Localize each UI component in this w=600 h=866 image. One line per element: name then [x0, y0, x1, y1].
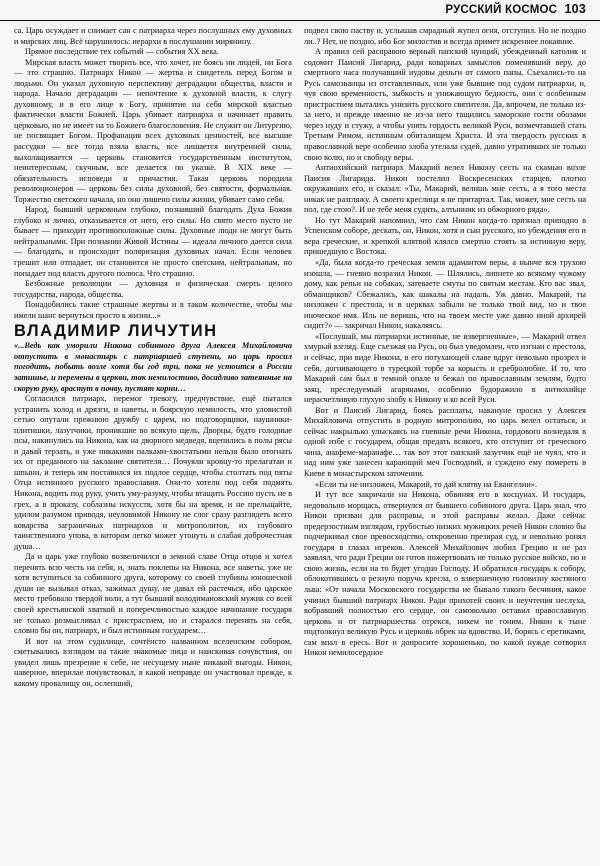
paragraph: Да и царь уже глубоко возвеличился в земной славе Отца отцов и хотел перенять всю честь на себя, и, знать поклепы на Никона, все наветы, уже не хотя вступиться за собинного друга, которому со своей глубины юношеской души не вызывал отказ, зажимал душу, не давал ей растечься, ибо царское место требовало твердой воли, а тут бывший володимановский мужик со всей своей крестьянской хваткой и поперечливостью каждое начинание государя не только розмысливал с пристрастием, но и старался перенять на себя, словно бы он, патриарх, и был истинным государем… — [14, 552, 292, 636]
paragraph: Согласился патриарх, перемог тревогу, предчувствие, ещё пытался устранить холод и дрязги, и наветы, и боярскую немилость, что уловистой сетью опутали прежнюю дружбу с царем, но подговорщики, наушники-плитишки, лазутчики, проникшие во всякую щель, Дворцы, будто голодные псы, накинулись на Никона, как на дворного медведя, вцепились в полы рясы и давай терзать, и уже никакими палками-хвостатыми нельзя было отогнать их от преданного на заклание святителя… Почуяли кровцу-то прелагатаи и шпыни, и теперь им поставился их подлое сердце, чтобы столтать под пяты Отца истинного русского православия. Они-то хотели под себя подмять Никона, водить под руку, учить уму-разуму, чтобы втащить Россию пусть не в грех, а в проказу, соблазны искусств, хотя бы на время, и не прельщайте, удилом разумом приводя, неуловимой Никону не слог сразу разглядеть всего коварства заграничных патриархов и митрополитов, их глубокого таинственного упова, в котором легко может утонуть и слабая доброчестная душа… — [14, 394, 292, 551]
paragraph: са. Царь осуждает и снимает сан с патриарха через послушных ему духовных и мирских лиц. Всё нарушилось: иерархи в послушании мирянину. — [14, 26, 292, 46]
section-title: РУССКИЙ КОСМОС — [445, 4, 558, 16]
paragraph: Вот и Паисий Лигарид, боясь расплаты, накануне просил у Алексея Михайловича отпустить в родную митрополию, но царь велел остаться, и сейчас накрылько улыскаясь на гневные речи Никона, гордового вознедаля в одной избе с государем, общая предать всякого, кто отступит от греческого чина, анафеме-маранафе… так вот этот папский лазутчик ещё не чуял, что и над ним уже занесен карающий меч Господний, и суждено ему помереть в Киеве в монастырском заточении. — [304, 405, 586, 478]
right-column — [304, 26, 586, 856]
page-header — [0, 0, 600, 21]
paragraph: И вот на этом судилище, сочтёнсто названном вселенским собором, сметывались взглядом на такие знакомые лица и наискивая сочувствия, он увидел лишь презрение к себе, не несущему ныне никакой выгоды. Никон, наверное, вперилае почувствовал, в какой неправде он участвовал прежде, к какому провалищу он, ослепший, — [14, 636, 292, 688]
paragraph: «Да, была когда-то греческая земля адамантом веры, а нынче вся трухою изошла, — гневно возразил Никон. — Шлялись, липнете ко всякому чужому дому, как репьи на собаках, затеваете смуты по святым местам. Кто вас звал, обманщиков? Сбежались, как шакалы на падаль. Уж давно, Макарий, ты низложен с престола, и в церквах забыли не только твой вид, но и твое иноческое имя. Иль не веришь, что на твоем месте уже давно иной архирей сидит?» — закричал Никон, накаляясь. — [304, 258, 586, 331]
left-column — [14, 26, 292, 856]
paragraph: «Послушай, мы патриархи истинные, не извергненные», — Макарий отвел хмурый взгляд. Еще съезжая на Русь, он был уведомлен, что изгнан с престола, и сейчас, при виде Никона, в его потухающей славе вдруг невольно прозрел и себя, догнивающего в турецкой торбе за корысть и сребролюбие. И то, что Макарий сам был в темной опале и бежал по православным землям, будто заяц, преследуемый агарянами, особенно будоражило в антиохийце нерасчетливую глухую злобу к Никону и ко всей Руси. — [304, 331, 586, 405]
paragraph: Прямое последствие тех событий — события XX века. — [25, 47, 219, 57]
paragraph: подвел свою паству и, услышав смрадный жупел огня, отступил. Но не поздно ли..? Нет, не поздно, ибо Бог милостив и всегда примет искреннее покаяние. — [304, 26, 586, 46]
paragraph: Мирская власть может творить все, что хочет, не боясь ни людей, ни Бога — это страшно. Патриарх Никон — жертва и свидетель перед Богом и людьми. Он указал духовную перспективу деградации общества, власти и народа. Начало деградации — непочтение к духовной власти, к слугу духовному, и в его лице к Богу, принятие на себя мирской властью фактически власти Божией. Царь убивает патриарха и начинает править церковью, но не имеет на то Божиего благословения. Не служит он Литургию, не посвящает Богом. Профанация всех духовных ценностей, все высшие рассудки — все тогда взяла власть, все лишается внутренней силы, выхолащивается — церковь становится государственным институтом, неинтересным, скучным, все делается по указке. В XIX веке — обязательность исповеди и причастия. Такая церковь породила революционеров — церковь без силы духовной, без святости, формальная. Торжество светского начала, но оно лишено силы жизни, убивает само себя. — [14, 57, 292, 204]
paragraph: «Если ты не низложен, Макарий, то дай клятву на Евангелии». — [315, 479, 538, 489]
author-heading: ВЛАДИМИР ЛИЧУТИН — [14, 322, 218, 341]
running-title — [445, 2, 586, 16]
page-number: 103 — [564, 2, 586, 16]
quote-lead: «...Ведь как уморили Никона собинного друга Алексея Михайловича отпустить в монастырь с патриаршей ступени, но царь просил погодить, побыть возле хотя бы год три, пока не устоится в России затишье, и перемены в церкви, так немилостиво, досадливо затеянные на скорую руку, врастут в почву, пустят корни… — [14, 341, 292, 393]
paragraph: Но тут Макарий напомнил, что сам Никон когда-то признал приподно в Успенском соборе, дескать, он, Никон, хотя и сын русского, но убеждения его и вера греческие, и крепкой клятвой клялся смертно стоять за истинную веру, пришедшую с Востока. — [304, 215, 586, 257]
paragraph: И тут все закричали на Никона, обвиняя его в косцунах. И государь, недовольно морщась, отвернулся от бывшего собинного друга. Царь знал, что Никон призван для расправы, и этой расправы желал. Даже сейчас предерзостным взглядом, грубостью низких мужицких речей Никон словно бы подчеркивал свое превосходство, откровенно презирая суд, и невольно ронял государя в глазах игреков. Алексей Михайлович любил Грецию и не раз заявлял, что ради Греции он готов пожертвовать не только русское войско, но и свою жизнь, если на то будет угодно Господу. И обратился государь к собору, облокотившись о резную поручь кресла, о взвершенную головизну костяного льва: «От начала Московского государства не бывало такого бесчиния, какое учинил бывший патриарх Никон. Ради прихотей своих и неучтения неслуха, вобравший полностью его сердце, он самовольно оставил православную церковь и от патриаршества отрекся, никем не гоним. Никон к тыне подтолкнул великую Русь и церковь обрек на вдовство. И, борясь с еретиками, сам впал в ересь. Вот и допросите хорошенько, по какой нужде сотворил Никон немилосердное — [304, 490, 586, 658]
paragraph: Народ, бывший церковным глубоко, познавший благодать Духа Божия глубоко и лично, отказывается от него, его силы. Но свято место пусто не бывает — приходит противоположные силы. Духовные люди не могут быть нейтральными. При познании Живой Истины — идеала личного дается сила — благодать, и происходит поляризация духовных начал. Если человек грешит или отпадает, он становится не просто светским, нейтральным, но попадает под власть другого полюса. Что страшно. — [14, 205, 292, 278]
paragraph: Антиохийский патриарх Макарий велел Никону сесть на скамью возле Паисия Лигарида. Никон постелил Воскресенских старцев, плотно окружавших его, и сказал: «Ты, Макарий, велишь мне сесть, а я того места никак не разгляжу. А своего креслица я не притартал. Так, может, мне сесть на пол, где стою?. И не тебе меня судить, алтынник из обжорного ряда». — [304, 163, 586, 215]
paragraph: Понадобились такие страшные жертвы и в таком количестве, чтобы мы имели шанс вернуться просто к жизни...» — [14, 300, 292, 320]
paragraph: Безбожные революции — духовная и физическая смерть целого государства, народа, общества. — [14, 279, 292, 299]
paragraph: А правил сей расправою верный папский нунций, убежденный католик и содомит Паисий Лигарид, ради коварных замыслов поменявший веру, до смертного часа получавший иудовы деньги от самого папы. Съехались-то на Русь самозванцы из отставленных, или уже бывшие под судом патриархи, и, чуя свою временность, зыбкость и унижающую бедность, они с особенным пристрастием пытались унизить русского святителя. Да, впрочем, не только из-за него, и прежде именно не из-за него тащились заморские гости обозами через нуду и стужу, а чтобы унять гордость великой Руси, возмечтавшей стать Третьим Римом, истинным обиталищем Христа. И эта твердость русских в православной вере особенно злоба утелала судей, давно утративших не только свою волю, но и свободу веры. — [304, 47, 586, 162]
